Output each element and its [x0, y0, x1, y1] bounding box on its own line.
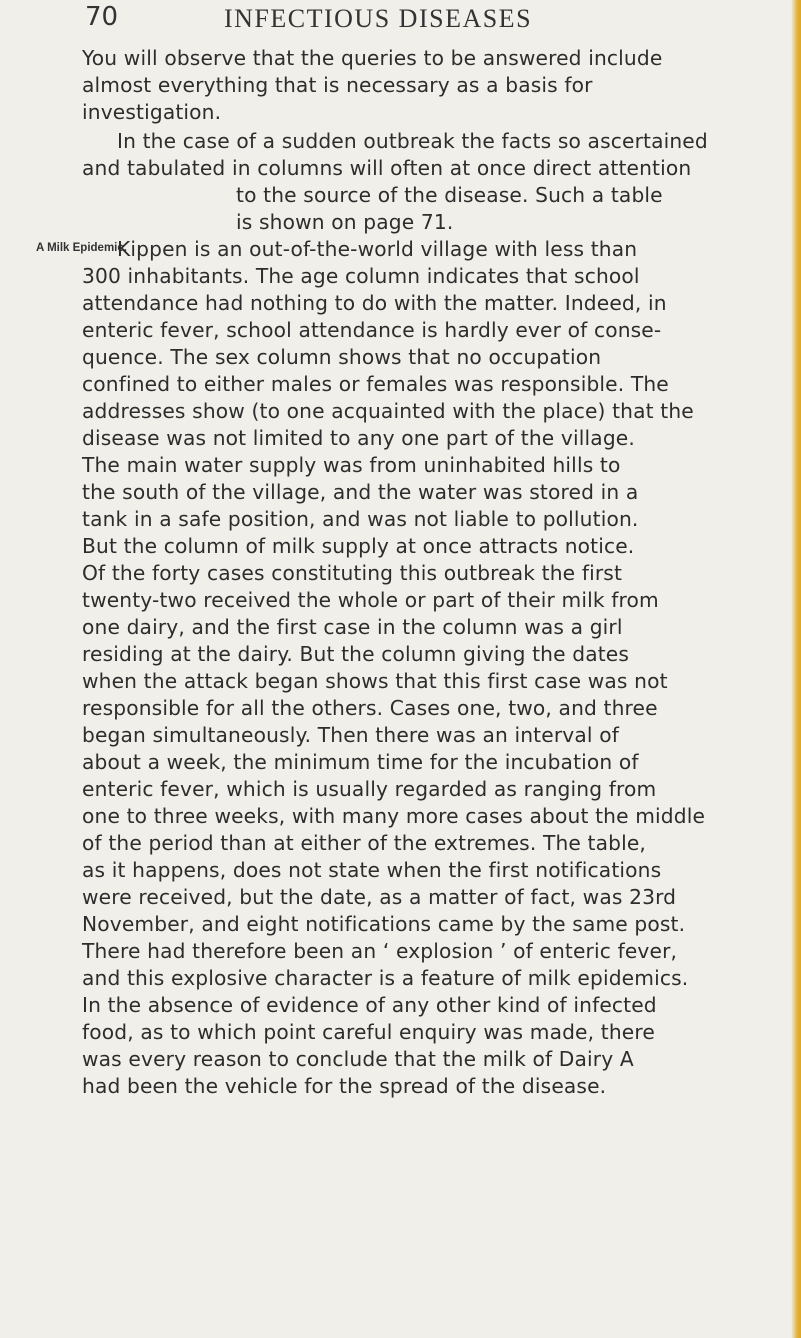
text-line: Of the forty cases constituting this outbreak the first: [82, 561, 623, 585]
text-line: November, and eight notifications came by the same post.: [82, 912, 686, 936]
text-line: is shown on page 71.: [236, 210, 454, 234]
text-line: 300 inhabitants. The age column indicates that school: [82, 264, 640, 288]
page-number: 70: [85, 2, 119, 32]
text-line: There had therefore been an ‘ explosion ’ of enteric fever,: [82, 939, 678, 963]
text-line: as it happens, does not state when the first notifications: [82, 858, 662, 882]
text-line: disease was not limited to any one part of the village.: [82, 426, 635, 450]
text-line: In the absence of evidence of any other kind of infected: [82, 993, 657, 1017]
page-edge-decoration: [791, 0, 801, 1338]
text-line: twenty-two received the whole or part of their milk from: [82, 588, 659, 612]
text-line: enteric fever, school attendance is hardly ever of conse-: [82, 318, 662, 342]
text-line: to the source of the disease. Such a table: [236, 183, 663, 207]
text-line: But the column of milk supply at once attracts notice.: [82, 534, 635, 558]
text-line: when the attack began shows that this first case was not: [82, 669, 668, 693]
text-line: and this explosive character is a feature of milk epidemics.: [82, 966, 689, 990]
running-head: INFECTIOUS DISEASES: [224, 4, 533, 33]
text-line: food, as to which point careful enquiry was made, there: [82, 1020, 655, 1044]
text-line: tank in a safe position, and was not liable to pollution.: [82, 507, 639, 531]
text-line: attendance had nothing to do with the matter. Indeed, in: [82, 291, 667, 315]
text-line: began simultaneously. Then there was an interval of: [82, 723, 619, 747]
text-line: enteric fever, which is usually regarded as ranging from: [82, 777, 657, 801]
text-line: was every reason to conclude that the milk of Dairy A: [82, 1047, 634, 1071]
text-line: of the period than at either of the extremes. The table,: [82, 831, 646, 855]
text-line: The main water supply was from uninhabited hills to: [82, 453, 621, 477]
text-line: Kippen is an out-of-the-world village with less than: [117, 237, 638, 261]
text-line: the south of the village, and the water was stored in a: [82, 480, 639, 504]
margin-note: A Milk Epidemic.: [36, 242, 127, 254]
text-line: addresses show (to one acquainted with the place) that the: [82, 399, 694, 423]
text-line: responsible for all the others. Cases one, two, and three: [82, 696, 658, 720]
text-line: almost everything that is necessary as a basis for: [82, 73, 593, 97]
text-line: one dairy, and the first case in the column was a girl: [82, 615, 623, 639]
text-line: were received, but the date, as a matter of fact, was 23rd: [82, 885, 677, 909]
text-line: In the case of a sudden outbreak the facts so ascertained: [117, 129, 708, 153]
text-line: residing at the dairy. But the column giving the dates: [82, 642, 630, 666]
text-line: and tabulated in columns will often at once direct attention: [82, 156, 692, 180]
text-line: about a week, the minimum time for the incubation of: [82, 750, 639, 774]
text-line: investigation.: [82, 100, 222, 124]
text-line: quence. The sex column shows that no occupation: [82, 345, 602, 369]
text-line: had been the vehicle for the spread of the disease.: [82, 1074, 607, 1098]
text-line: You will observe that the queries to be answered include: [82, 46, 663, 70]
text-line: confined to either males or females was responsible. The: [82, 372, 669, 396]
text-line: one to three weeks, with many more cases about the middle: [82, 804, 706, 828]
